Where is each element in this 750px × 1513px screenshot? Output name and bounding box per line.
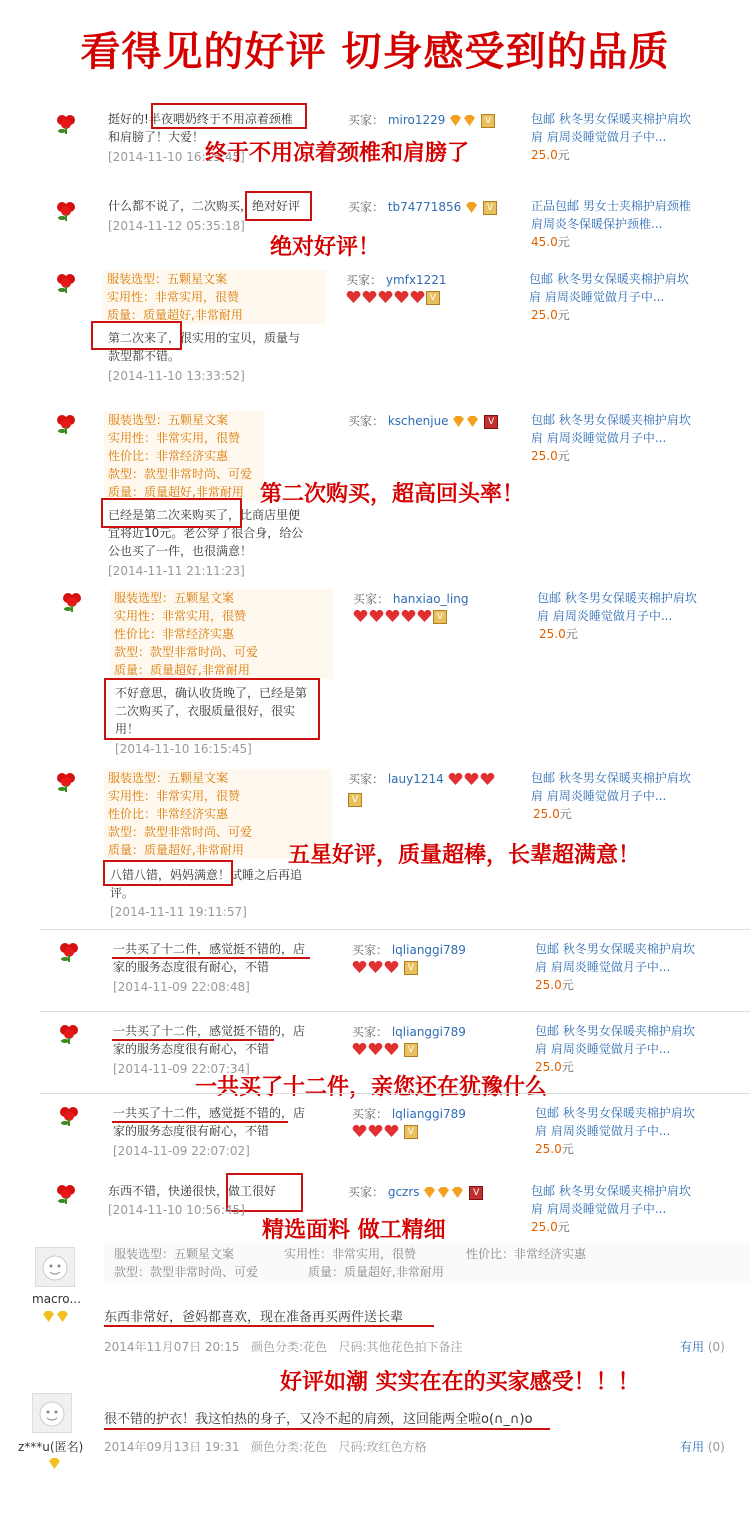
callout-text: 五星好评，质量超棒，长辈超满意！ [288,843,641,868]
buyer-info: 买家： gczrs V [348,1183,483,1200]
price: 25.0元 [531,308,570,322]
buyer-nick[interactable]: miro1229 [387,113,446,127]
rose-icon [55,1183,77,1205]
vip-icon: V [404,961,418,975]
product-link[interactable]: 包邮 秋冬男女保暖夹棉护肩坎 肩 肩周炎睡觉做月子中... [531,413,691,445]
attr-value: 性价比：非常经济实惠 [466,1247,587,1261]
reviewer-name[interactable]: macro... [32,1292,81,1306]
highlight-box [91,321,182,350]
price: 25.0元 [535,978,574,992]
rose-icon [55,413,77,435]
vip-icon: V [348,792,362,807]
highlight-box [245,191,312,221]
rose-icon [58,1023,80,1045]
row-separator [40,929,750,930]
underline-mark [112,957,310,959]
buyer-info: 买家： lqlianggi789 [352,1025,466,1039]
product-link[interactable]: 包邮 秋冬男女保暖夹棉护肩坎 肩 肩周炎睡觉做月子中... [531,771,691,803]
review-text: 东西非常好，爸妈都喜欢，现在准备再买两件送长辈 [104,1310,404,1325]
buyer-info: 买家： kschenjue V [348,412,498,429]
rose-icon [55,200,77,222]
vip-icon: V [481,114,495,128]
rose-icon [58,941,80,963]
heart-rating [352,960,418,975]
level-icon [48,1456,62,1470]
underline-mark [104,1325,434,1327]
underline-mark [112,1039,274,1041]
callout-text: 第二次购买，超高回头率！ [260,482,525,507]
rose-icon [61,591,83,613]
review-date: [2014-11-10 16:15:45] [108,150,245,164]
underline-mark [104,1428,550,1430]
buyer-nick[interactable]: lqlianggi789 [391,943,466,957]
buyer-nick[interactable]: gczrs [387,1185,420,1199]
review-meta: 2014年11月07日 20:15 颜色分类:花色 尺码:其他花色拍下备注 [104,1340,463,1354]
highlight-box [104,678,320,740]
vip-icon: V [404,1125,418,1139]
attr-use: 实用性：非常实用，很赞 [284,1247,417,1261]
price: 25.0元 [535,1060,574,1074]
review-date: [2014-11-11 19:11:57] [110,905,247,919]
product-link[interactable]: 包邮 秋冬男女保暖夹棉护肩坎 肩 肩周炎睡觉做月子中... [535,1024,695,1056]
rose-icon [55,272,77,294]
row-separator [40,1011,750,1012]
callout-text: 精选面料 做工精细 [262,1218,446,1243]
product-link[interactable]: 包邮 秋冬男女保暖夹棉护肩坎 肩 肩周炎睡觉做月子中... [531,112,691,144]
review-date: [2014-11-09 22:07:34] [113,1062,250,1076]
buyer-nick[interactable]: tb74771856 [387,200,462,214]
review-meta: 2014年09月13日 19:31 颜色分类:花色 尺码:玫红色方格 [104,1440,427,1454]
price: 25.0元 [533,807,572,821]
avatar[interactable] [32,1393,72,1433]
review-date: [2014-11-12 05:35:18] [108,219,245,233]
buyer-nick[interactable]: lauy1214 [387,772,444,786]
buyer-nick[interactable]: lqlianggi789 [391,1107,466,1121]
buyer-info: 买家： lqlianggi789 [352,943,466,957]
rose-icon [55,113,77,135]
highlight-box [151,103,307,129]
price: 25.0元 [531,449,570,463]
product-link[interactable]: 包邮 秋冬男女保暖夹棉护肩坎 肩 肩周炎睡觉做月子中... [535,1106,695,1138]
highlight-box [103,860,233,886]
review-comment: 已经是第二次来购买了，比商店里便 宜将近10元。老公穿了很合身，给公 公也买了一件，也很满意！ [108,508,304,558]
level-icon [42,1309,70,1323]
price: 45.0元 [531,235,570,249]
buyer-info: 买家： lqlianggi789 [352,1107,466,1121]
useful-button[interactable]: 有用 (0) [680,1340,725,1354]
rose-icon [58,1105,80,1127]
attr-quality: 质量：质量超好,非常耐用 [308,1265,444,1279]
review-comment: 不好意思，确认收货晚了，已经是第 二次购买了，衣服质量很好，很实 用！ [115,686,308,736]
attribute-block: 服装选型：五颗星文案 实用性：非常实用，很赞 性价比：非常经济实惠 款型：款型非常时尚、可爱 质量：质量超好,非常耐用 [104,769,332,859]
vip-icon: V [483,201,497,215]
review-comment: 一共买了十二件，感觉挺不错的，店 家的服务态度很有耐心，不错 [113,1024,306,1056]
underline-mark [112,1121,288,1123]
callout-text: 绝对好评！ [270,235,381,260]
product-link[interactable]: 包邮 秋冬男女保暖夹棉护肩坎 肩 肩周炎睡觉做月子中... [535,942,695,974]
price: 25.0元 [535,1142,574,1156]
buyer-info: 买家： miro1229 V [348,111,495,128]
vip-icon: V [426,291,440,305]
callout-text: 好评如潮 实实在在的买家感受！！！ [280,1370,640,1395]
page-headline: 看得见的好评 切身感受到的品质 [80,29,670,75]
price: 25.0元 [531,1220,570,1234]
buyer-info: 买家： lauy1214 [348,770,496,787]
rose-icon [55,771,77,793]
review-date: [2014-11-09 22:08:48] [113,980,250,994]
review-comment: 第二次来了，很实用的宝贝，质量与 款型都不错。 [108,331,301,363]
review-text: 很不错的护衣！我这怕热的身子，又冷不起的肩颈，这回能两全啦o(∩_∩)o [104,1412,533,1427]
callout-text: 终于不用凉着颈椎和肩膀了 [205,141,470,166]
review-comment: 挺好的!半夜喂奶终于不用凉着颈椎 和肩膀了！大爱！ [108,112,293,144]
highlight-box [101,498,242,528]
vip-icon: V [433,610,447,624]
review-comment: 八错八错，妈妈满意！试睡之后再追 评。 [110,868,303,900]
review-date: [2014-11-10 13:33:52] [108,369,245,383]
price: 25.0元 [539,627,578,641]
review-comment: 东西不错，快递很快，做工很好 [108,1184,277,1198]
buyer-nick[interactable]: ymfx1221 [385,273,447,287]
buyer-info: 买家： ymfx1221 [346,273,447,287]
reviewer-name[interactable]: z***u(匿名) [18,1440,84,1454]
buyer-info: 买家： hanxiao_ling [353,592,469,606]
avatar[interactable] [35,1247,75,1287]
attr-style: 服装选型：五颗星文案 [114,1247,235,1261]
buyer-nick[interactable]: kschenjue [387,414,449,428]
review-comment: 什么都不说了，二次购买，绝对好评 [108,199,301,213]
review-date: [2014-11-09 22:07:02] [113,1144,250,1158]
vip-icon: V [469,1186,483,1200]
review-comment: 一共买了十二件，感觉挺不错的，店 家的服务态度很有耐心，不错 [113,942,306,974]
callout-text: 一共买了十二件，亲您还在犹豫什么 [195,1075,548,1100]
product-link[interactable]: 包邮 秋冬男女保暖夹棉护肩坎 肩 肩周炎睡觉做月子中... [531,1184,691,1216]
attribute-block: 服装选型：五颗星文案 实用性：非常实用，很赞 质量：质量超好,非常耐用 [103,270,326,324]
heart-rating [352,1124,418,1139]
attr-design: 款型：款型非常时尚、可爱 [114,1265,259,1279]
vip-icon: V [404,1043,418,1057]
product-link[interactable]: 正品包邮 男女士夹棉护肩颈椎 肩周炎冬保暖保护颈椎... [531,199,691,231]
product-link[interactable]: 包邮 秋冬男女保暖夹棉护肩坎 肩 肩周炎睡觉做月子中... [529,272,689,304]
review-comment: 一共买了十二件，感觉挺不错的，店 家的服务态度很有耐心，不错 [113,1106,306,1138]
attribute-block: 服装选型：五颗星文案 实用性：非常实用，很赞 性价比：非常经济实惠 款型：款型非常时尚、可爱 质量：质量超好,非常耐用 [104,411,264,501]
buyer-nick[interactable]: hanxiao_ling [392,592,469,606]
review-date: [2014-11-11 21:11:23] [108,564,245,578]
heart-rating [353,609,447,624]
vip-icon: V [484,415,498,429]
buyer-info: 买家： tb74771856 V [348,198,497,215]
product-link[interactable]: 包邮 秋冬男女保暖夹棉护肩坎 肩 肩周炎睡觉做月子中... [537,591,697,623]
review-date: [2014-11-10 10:56:45] [108,1203,245,1217]
heart-rating [346,290,440,305]
row-separator [40,1093,750,1094]
review-date: [2014-11-10 16:15:45] [115,742,252,756]
buyer-nick[interactable]: lqlianggi789 [391,1025,466,1039]
price: 25.0元 [531,148,570,162]
useful-button[interactable]: 有用 (0) [680,1440,725,1454]
heart-rating [352,1042,418,1057]
attribute-block: 服装选型：五颗星文案 实用性：非常实用，很赞 性价比：非常经济实惠 款型：款型非常时尚、可爱 质量：质量超好,非常耐用 [110,589,333,679]
